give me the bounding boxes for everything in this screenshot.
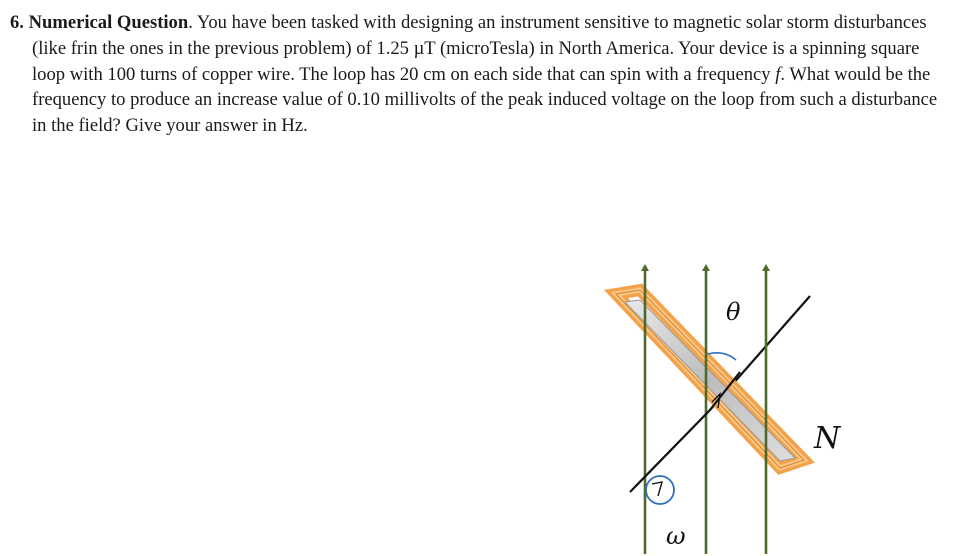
theta-label: θ (726, 298, 741, 326)
question-heading: Numerical Question (28, 12, 189, 33)
frequency-symbol: f (775, 63, 781, 85)
question-heading-suffix: . (188, 12, 193, 33)
omega-label: ω (666, 522, 686, 550)
question-number: 6. (10, 12, 24, 33)
rotation-indicator (646, 476, 674, 504)
question-block (10, 10, 946, 139)
rotation-arrow-icon (652, 482, 662, 496)
rotating-loop-figure (590, 262, 850, 556)
question-body-end: . What would be the frequency to produce an increase value of 0.10 millivolts of the peak induced voltage on the loop from such a disturbance in the field? Give your answer in Hz. (32, 63, 938, 137)
normal-label: N (814, 421, 841, 456)
loop-plate (625, 300, 795, 461)
question-text (10, 10, 946, 139)
question-body: You have been tasked with designing an instrument sensitive to magnetic solar storm disturbances (like frin the ones in the previous problem) of 1.25 µT (microTesla) in North America. Your device is a spinning square loop with 100 turns of copper wire. The loop has 20 cm on each side that can spin with a frequency (32, 12, 927, 85)
